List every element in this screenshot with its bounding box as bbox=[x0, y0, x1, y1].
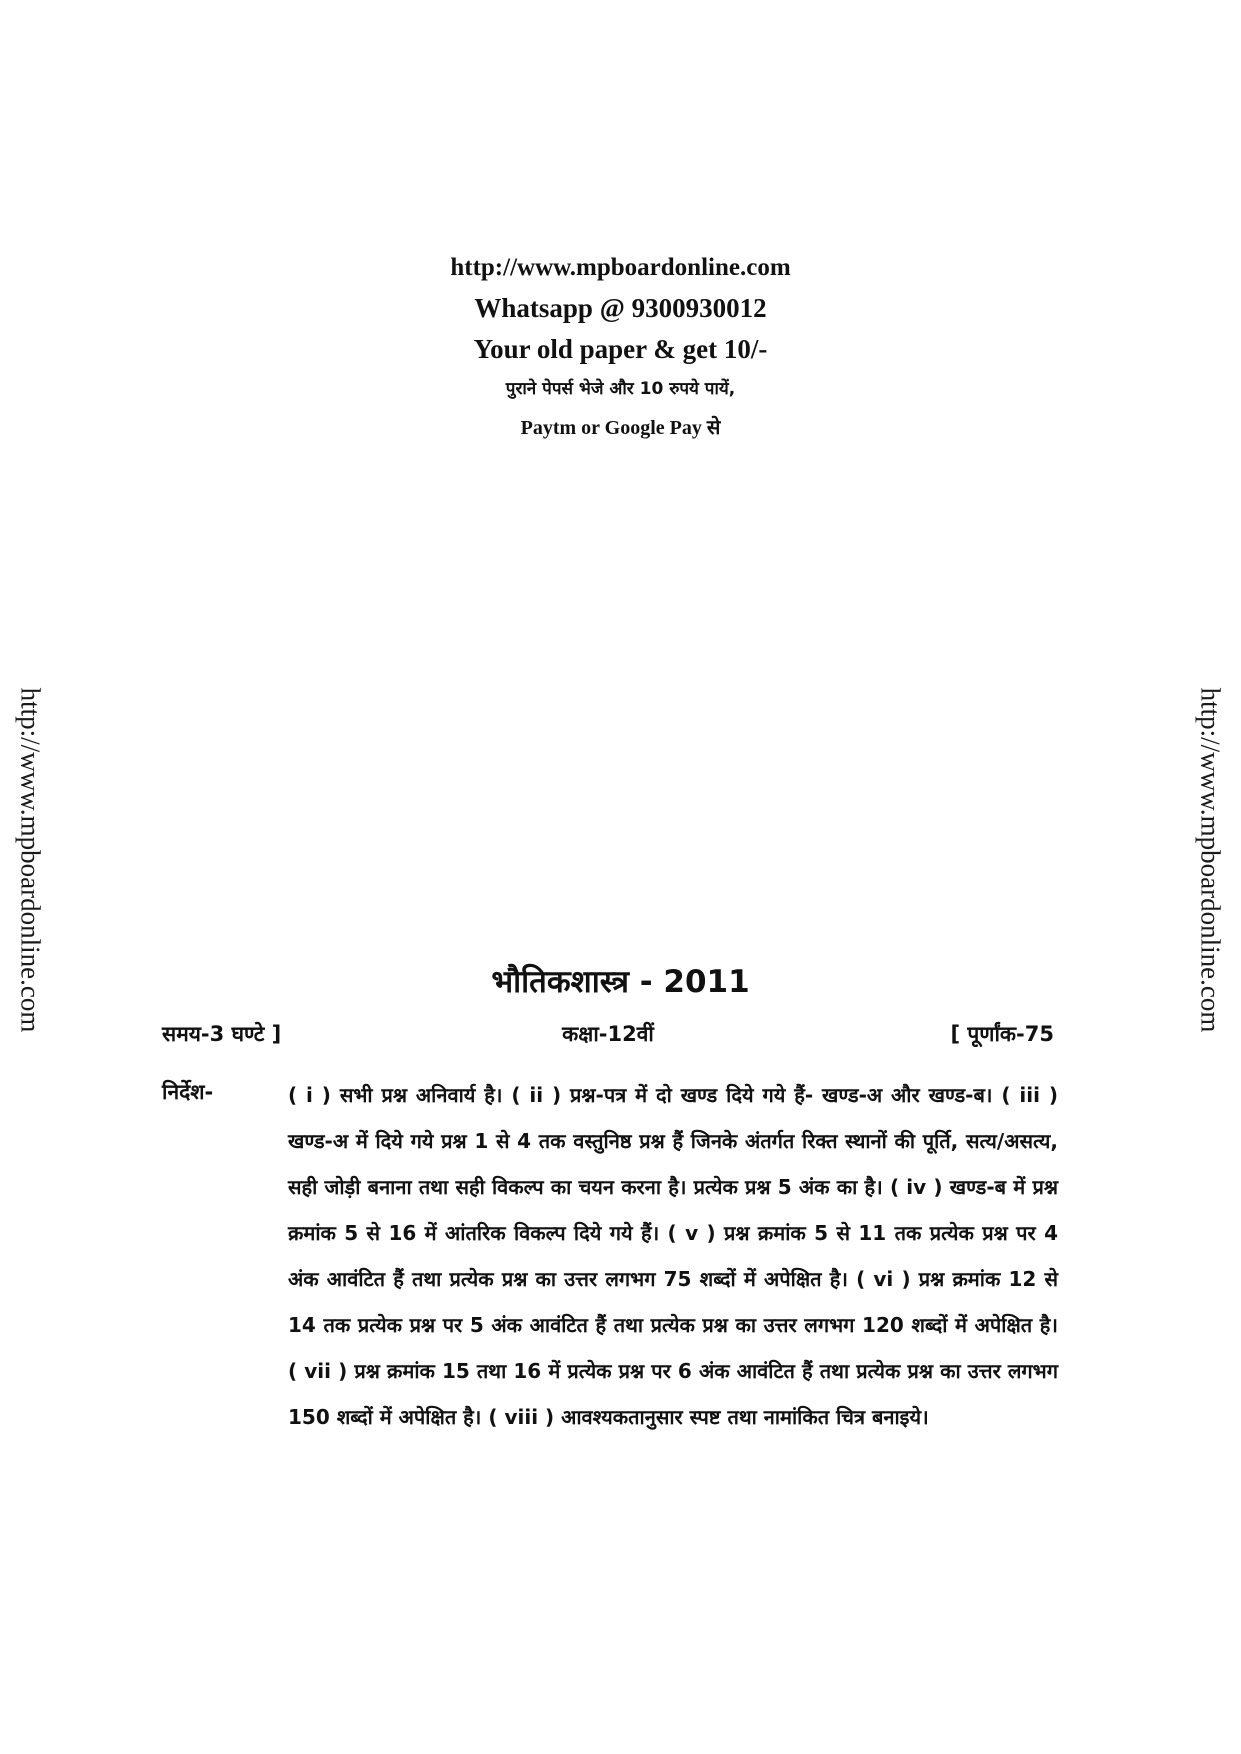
promo-offer-hindi: पुराने पेपर्स भेजे और 10 रुपये पायें, bbox=[505, 379, 736, 399]
paper-title: भौतिकशास्त्र - 2011 bbox=[491, 964, 750, 1000]
instructions-label: निर्देश- bbox=[162, 1080, 214, 1104]
promo-url: http://www.mpboardonline.com bbox=[450, 254, 791, 281]
promo-header bbox=[0, 248, 1241, 448]
paper-meta-row bbox=[162, 1020, 1054, 1060]
side-watermark-right: http://www.mpboardonline.com bbox=[1195, 687, 1226, 1033]
promo-payment: Paytm or Google Pay से bbox=[520, 417, 721, 439]
promo-whatsapp: Whatsapp @ 9300930012 bbox=[474, 293, 767, 323]
instructions-text: ( i ) सभी प्रश्न अनिवार्य है। ( ii ) प्रश्न-पत्र में दो खण्ड दिये गये हैं- खण्ड-अ और खण्ड-ब। ( iii ) खण्ड-अ में दिये गये प्रश्न 1 से 4 तक वस्तुनिष्ठ प्रश्न हैं जिनके अंतर्गत रिक्त स्थानों की पूर्ति, सत्य/असत्य, सही जोड़ी बनाना तथा सही विकल्प का चयन करना है। प्रत्येक प्रश्न 5 अंक का है। ( iv ) खण्ड-ब में प्रश्न क्रमांक 5 से 16 में आंतरिक विकल्प दिये गये हैं। ( v ) प्रश्न क्रमांक 5 से 11 तक प्रत्येक प्रश्न पर 4 अंक आवंटित हैं तथा प्रत्येक प्रश्न का उत्तर लगभग 75 शब्दों में अपेक्षित है। ( vi ) प्रश्न क्रमांक 12 से 14 तक प्रत्येक प्रश्न पर 5 अंक आवंटित हैं तथा प्रत्येक प्रश्न का उत्तर लगभग 120 शब्दों में अपेक्षित है। ( vii ) प्रश्न क्रमांक 15 तथा 16 में प्रत्येक प्रश्न पर 6 अंक आवंटित हैं तथा प्रत्येक प्रश्न का उत्तर लगभग 150 शब्दों में अपेक्षित है। ( viii ) आवश्यकतानुसार स्पष्ट तथा नामांकित चित्र बनाइये। bbox=[288, 1083, 1058, 1429]
exam-class: कक्षा-12वीं bbox=[562, 1022, 654, 1046]
exam-max-marks: [ पूर्णांक-75 bbox=[950, 1022, 1054, 1046]
exam-duration: समय-3 घण्टे ] bbox=[162, 1022, 282, 1046]
promo-offer-english: Your old paper & get 10/- bbox=[473, 334, 768, 364]
side-watermark-left: http://www.mpboardonline.com bbox=[15, 687, 46, 1033]
